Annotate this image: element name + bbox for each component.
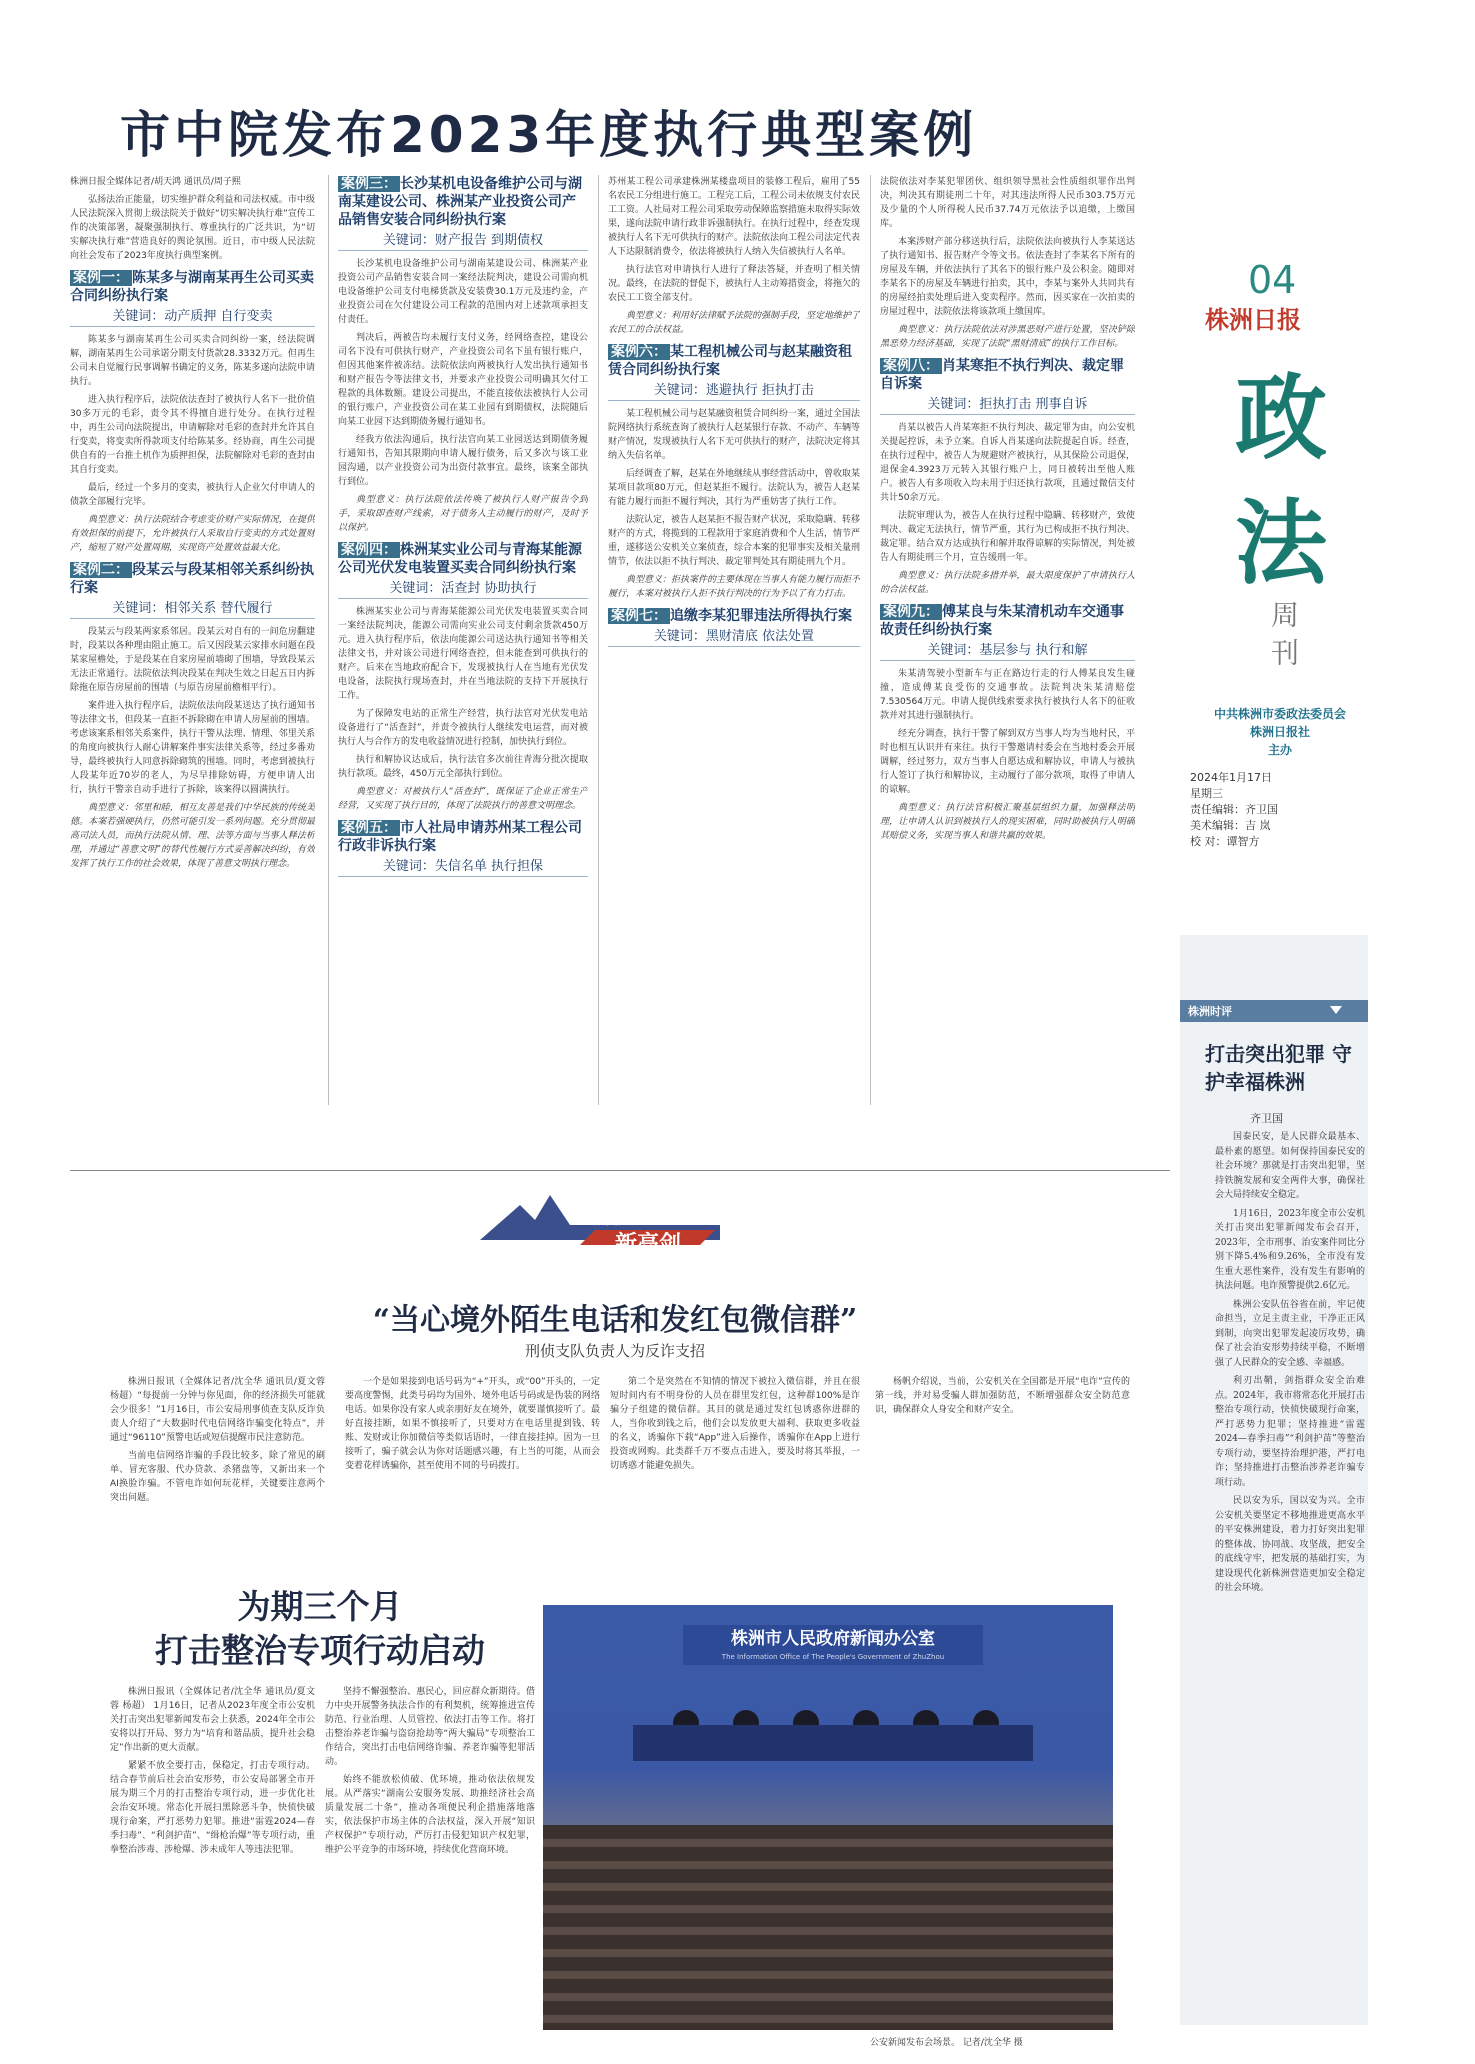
article-3-col-1 xyxy=(110,1685,315,2030)
case-comment: 典型意义：执行法院依法对涉黑恶财产进行处置，坚决铲除黑恶势力经济基础，实现了法院“黑财清底”的执行工作目标。 xyxy=(880,325,1135,349)
case-keywords: 关键词：财产报告 到期债权 xyxy=(338,232,588,251)
case-title-text: 陈某多与湖南某再生公司买卖合同纠纷执行案 xyxy=(70,270,314,304)
sponsor-block xyxy=(1190,705,1370,759)
case-title xyxy=(608,607,860,625)
case-tag: 案例八： xyxy=(880,358,942,374)
column-divider xyxy=(870,175,871,1105)
section-divider xyxy=(70,1170,1170,1171)
case-title-text: 市人社局申请苏州某工程公司行政非诉执行案 xyxy=(338,820,582,854)
case-tag: 案例二： xyxy=(70,562,132,578)
column-name-char-2: 法 xyxy=(1235,489,1328,597)
case-paragraph: 后经调查了解，赵某在外地继续从事经营活动中，曾收取某某项目款项80万元，但赵某拒不履行。法院认为，被告人赵某有能力履行而拒不履行判决，其行为严重妨害了执行工作。 xyxy=(608,469,860,507)
article-3-title-line: 为期三个月 xyxy=(237,1587,403,1626)
case-paragraph: 法院依法对李某犯罪团伙、组织领导黑社会性质组织罪作出判决，判决其有期徒刑二十年，对其违法所得人民币303.75万元及少量的个人所得税人民币37.74万元依法予以追缴，上缴国库。 xyxy=(880,177,1135,229)
case-7 xyxy=(608,607,860,647)
case-title-text: 长沙某机电设备维护公司与湖南某建设公司、株洲某产业投资公司产品销售安装合同纠纷执行案 xyxy=(338,176,582,228)
case-paragraph: 判决后，两被告均未履行支付义务，经网络查控，建设公司名下没有可供执行财产，产业投资公司名下虽有银行账户，但因其他案件被冻结。法院依法向两被执行人发出执行通知书和财产报告令等法律文书，并要求产业投资公司明确其欠付工程款的具体数额。建设公司提出，不能直接依法被执行人公司的银行账户，产业投资公司在某工业园有到期债权，法院随后向某工业园下达到期债务履行通知书。 xyxy=(338,333,588,427)
case-paragraph: 经我方依法沟通后，执行法官向某工业园送达到期债务履行通知书，告知其限期向申请人履行债务，后又多次与该工业园沟通，以产业投资公司为出资付款事宜。最终，该案全部执行到位。 xyxy=(338,435,588,487)
case-4 xyxy=(338,541,588,813)
article-2-col-1 xyxy=(110,1375,325,1565)
art-editor-credit: 美术编辑：吉 岚 xyxy=(1190,819,1271,832)
podium-table xyxy=(633,1725,1033,1761)
article-2-title: “当心境外陌生电话和发红包微信群” xyxy=(372,1303,858,1338)
case-comment: 典型意义：执行法院依法传唤了被执行人财产报告令到手，采取即查财产线索，对于债务人主动履行的财产，及时予以保护。 xyxy=(338,495,588,533)
article-paragraph: 始终不能放松侦破、优环境，推动依法依规发展。从严落实“湖南公安服务发展、助推经济社会高质量发展二十条”，推动各项便民利企措施落地落实，依法保护市场主体的合法权益，深入开展“知识产权保护”专项行动，严厉打击侵犯知识产权犯罪，维护公平竞争的市场环境，持续优化营商环境。 xyxy=(325,1775,535,1855)
case-tag: 案例六： xyxy=(608,344,670,360)
triangle-down-icon xyxy=(1330,1006,1342,1014)
case-title xyxy=(608,343,860,379)
case-5 xyxy=(338,819,588,877)
case-title-text: 追缴李某犯罪违法所得执行案 xyxy=(670,608,852,624)
sidebar-body xyxy=(1215,1130,1365,1600)
case-title-text: 某工程机械公司与赵某融资租赁合同纠纷执行案 xyxy=(608,344,852,378)
case-keywords: 关键词：动产质押 自行变卖 xyxy=(70,308,315,327)
case-paragraph: 某工程机械公司与赵某融资租赁合同纠纷一案，通过全国法院网络执行系统查询了被执行人赵某银行存款、不动产、车辆等财产情况，发现被执行人名下无可供执行的财产，法院决定将其纳入失信名单。 xyxy=(608,409,860,461)
banner-line-2: 新亮剑 xyxy=(615,1232,682,1255)
case-title-text: 株洲某实业公司与青海某能源公司光伏发电装置买卖合同纠纷执行案 xyxy=(338,542,582,576)
case-keywords: 关键词：黑财清底 依法处置 xyxy=(608,628,860,647)
sponsor-line: 主办 xyxy=(1267,743,1292,757)
case-keywords: 关键词：逃避执行 拒执打击 xyxy=(608,382,860,401)
article-3-col-2 xyxy=(325,1685,535,2030)
case-paragraph: 苏州某工程公司承建株洲某楼盘项目的装修工程后，雇用了55名农民工分组进行施工。工程完工后，工程公司未依规支付农民工工资。人社局对工程公司采取劳动保障监察措施未取得实际效果，遂向法院申请行政非诉强制执行。在执行过程中，经查发现被执行人名下无可供执行的财产。法院依法向工程公司法定代表人下达限制消费令，依法将被执行人纳入失信被执行人名单。 xyxy=(608,177,860,257)
article-paragraph: 坚持不懈强整治、惠民心，回应群众新期待。借力中央开展警务执法合作的有利契机，统筹推进宣传防范、行业治理、人员管控、依法打击等工作。将打击整治养老诈骗与盗窃抢劫等“两大骗局”专项整治工作结合，突出打击电信网络诈骗、养老诈骗等犯罪活动。 xyxy=(325,1687,535,1767)
sponsor-line: 株洲日报社 xyxy=(1249,725,1310,739)
case-title xyxy=(338,175,588,229)
article-3-title-line: 打击整治专项行动启动 xyxy=(155,1631,485,1670)
audience-rows xyxy=(543,1825,1113,2030)
article-2-subtitle: 刑侦支队负责人为反诈支招 xyxy=(524,1342,705,1360)
article-2-col-4 xyxy=(875,1375,1130,1565)
sponsor-line: 中共株洲市委政法委员会 xyxy=(1213,707,1346,721)
sidebar-paragraph: 1月16日，2023年度全市公安机关打击突出犯罪新闻发布会召开，2023年，全市刑事、治安案件同比分别下降5.4%和9.26%，全市没有发生重大恶性案件，没有发生有影响的执法问题。电诈预警提供2.6亿元。 xyxy=(1215,1208,1365,1291)
page-number: 04 xyxy=(1248,258,1297,302)
case-paragraph: 长沙某机电设备维护公司与湖南某建设公司、株洲某产业投资公司产品销售安装合同一案经法院判决，建设公司需向机电设备维护公司支付电梯货款及安装费30.1万元及违约金，产业投资公司在欠付建设公司工程款的范围内对上述款项承担支付责任。 xyxy=(338,259,588,325)
case-paragraph: 朱某清驾驶小型新车与正在路边行走的行人傅某良发生碰撞，造成傅某良受伤的交通事故。法院判决朱某清赔偿7.530564万元。申请人提供线索要求执行被执行人名下的征收款并对其进行强制执行。 xyxy=(880,669,1135,721)
case-comment: 典型意义：执行法院结合考虑变价财产实际情况，在提供有效担保的前提下，允许被执行人采取自行变卖的方式处置财产，缩短了财产处置周期，实现资产处置效益最大化。 xyxy=(70,515,315,553)
photo-sign: 株洲市人民政府新闻办公室 xyxy=(683,1625,983,1665)
case-8 xyxy=(880,357,1135,597)
photo-caption: 公安新闻发布会场景。 记者/沈全华 摄 xyxy=(870,2038,1023,2048)
article-paragraph: 株洲日报讯（全媒体记者/沈全华 通讯员/夏文蓉 杨超） 1月16日，记者从2023年度全市公安机关打击突出犯罪新闻发布会上获悉，2024年全市公安将以打开局、努力为“培育和谐品质，提升社会稳定”作出新的更大贡献。 xyxy=(110,1687,315,1753)
case-comment: 典型意义：对被执行人“活查封”，既保证了企业正常生产经营，又实现了执行目的，体现了法院执行的善意文明理念。 xyxy=(338,787,588,811)
case-keywords: 关键词：活查封 协助执行 xyxy=(338,580,588,599)
case-comment: 典型意义：邻里和睦，相互友善是我们中华民族的传统美德。本案若强硬执行，仍然可能引发一系列问题。充分贯彻最高司法人员，而执行法院从情、理、法等方面与当事人释法析理，并通过“善意文明”的替代性履行方式妥善解决纠纷，有效发挥了执行工作的社会效果，体现了善意文明执行理念。 xyxy=(70,803,315,869)
issue-weekday: 星期三 xyxy=(1190,787,1223,800)
case-paragraph: 为了保障发电站的正常生产经营，执行法官对光伏发电站设备进行了“活查封”，并责令被执行人继续发电运营，而对被执行人与合作方的发电收益情况进行控制，加快执行到位。 xyxy=(338,709,588,747)
case-paragraph: 执行和解协议达成后，执行法官多次前往青海分批次提取执行款项。最终，450万元全部执行到位。 xyxy=(338,755,588,779)
case-paragraph: 株洲某实业公司与青海某能源公司光伏发电装置买卖合同一案经法院判决，能源公司需向实业公司支付剩余货款450万元。进入执行程序后，依法向能源公司送达执行通知书等相关法律文书，并对该公司进行网络查控，但未能查到可供执行的财产。后来在当地政府配合下，发现被执行人在当地有光伏发电设备，法院执行现场查封，并在当地法院的支持下开展执行工作。 xyxy=(338,607,588,701)
banner-graphic xyxy=(480,1185,720,1255)
case-6 xyxy=(608,343,860,601)
article-paragraph: 当前电信网络诈骗的手段比较多，除了常见的刷单、冒充客服、代办贷款、杀猪盘等，又新出来一个AI换脸诈骗。不管电诈如何玩花样，关键要注意两个突出问题。 xyxy=(110,1451,325,1503)
case-title-text: 段某云与段某相邻关系纠纷执行案 xyxy=(70,562,314,596)
case-title xyxy=(70,269,315,305)
case-paragraph: 案件进入执行程序后，法院依法向段某送达了执行通知书等法律文书，但段某一直拒不拆除砌在申请人房屋前的围墙。考虑该案系相邻关系案件，执行干警从法理、情理、邻里关系的角度向被执行人耐心讲解案件事实法律关系等，经过多番劝导，最终被执行人同意拆除砌筑的围墙。同时，考虑到被执行人段某年近70岁的老人，为尽早排除妨碍，方便申请人出行，执行干警亲自动手进行了拆除，该案得以圆满执行。 xyxy=(70,701,315,795)
paper-name: 株洲日报 xyxy=(1205,305,1301,334)
article-paragraph: 杨帆介绍说，当前，公安机关在全国都是开展“电诈”宣传的第一线，并对易受骗人群加强防范，不断增强群众安全防范意识，确保群众人身安全和财产安全。 xyxy=(875,1377,1130,1415)
section-banner xyxy=(480,1185,720,1255)
case-keywords: 关键词：相邻关系 替代履行 xyxy=(70,600,315,619)
article-paragraph: 一个是如果接到电话号码为“+”开头，或“00”开头的，一定要高度警惕，此类号码均为国外、境外电话号码或是伪装的网络电话。如果你没有家人或亲朋好友在境外，就要谨慎接听了。最好直接挂断，如果不慎接听了，只要对方在电话里提到钱、转账、发财或让你加微信等类似话语时，一律直接挂掉。因为一旦接听了，骗子就会认为你对话题感兴趣，有上当的可能，从而会变着花样诱骗你，甚至使用不同的号码拨打。 xyxy=(345,1377,600,1471)
case-title xyxy=(70,561,315,597)
column-name-char-1: 政 xyxy=(1235,364,1328,472)
column-4 xyxy=(880,175,1135,1105)
case-1 xyxy=(70,269,315,555)
case-tag: 案例一： xyxy=(70,270,132,286)
case-paragraph: 段某云与段某两家系邻居。段某云对自有的一间危房翻建时，段某以各种理由阻止施工。后又因段某云家排水问题在段某家屋檐处，于是段某在自家房屋前墙砌了围墙，导致段某云无法正常通行。法院依法判决段某在判决生效之日起五日内拆除拖在原告房屋前的围墙（与原告房屋前檐相平行）。 xyxy=(70,627,315,693)
case-comment: 典型意义：拒执案件的主要体现在当事人有能力履行而拒不履行，本案对被执行人拒不执行判决的行为予以了有力打击。 xyxy=(608,575,860,599)
case-title xyxy=(338,819,588,855)
case-paragraph: 法院认定，被告人赵某拒不报告财产状况，采取隐瞒、转移财产的方式，将揽到的工程款用于家庭消费和个人生活，情节严重，遂移送公安机关立案侦查，综合本案的犯罪事实及相关量刑情节，依法以拒不执行判决、裁定罪判处其有期徒刑九个月。 xyxy=(608,515,860,567)
sidebar-author: 齐卫国 xyxy=(1250,1112,1283,1125)
case-keywords: 关键词：基层参与 执行和解 xyxy=(880,642,1135,661)
column-1 xyxy=(70,175,315,1105)
article-2-col-2 xyxy=(345,1375,600,1565)
sidebar-paragraph: 民以安为乐，国以安为兴。全市公安机关要坚定不移地推进更高水平的平安株洲建设，着力打好突出犯罪的整体战、协同战、攻坚战，把安全的底线守牢，把发展的基础打实，为建设现代化新株洲营造更加安全稳定的社会环境。 xyxy=(1215,1496,1365,1593)
case-tag: 案例五： xyxy=(338,820,400,836)
column-3 xyxy=(608,175,860,1105)
case-title-text: 傅某良与朱某清机动车交通事故责任纠纷执行案 xyxy=(880,604,1124,638)
issue-date: 2024年1月17日 xyxy=(1190,771,1272,784)
case-keywords: 关键词：失信名单 执行担保 xyxy=(338,858,588,877)
column-divider xyxy=(598,175,599,1105)
case-paragraph: 本案涉财产部分移送执行后，法院依法向被执行人李某送达了执行通知书、报告财产令等文书。依法查封了李某名下所有的房屋及车辆，并依法执行了其名下的银行账户及公积金。随即对李某名下的房屋及车辆进行拍卖，其中，李某与案外人共同共有的房屋经拍卖处理后进入变卖程序。然而，因买家在一次拍卖的房屋过程中，法院依法将该款项上缴国库。 xyxy=(880,237,1135,317)
article-3-title xyxy=(110,1585,530,1673)
case-title xyxy=(338,541,588,577)
case-title xyxy=(880,603,1135,639)
case-paragraph: 肖某以被告人肖某寒拒不执行判决、裁定罪为由，向公安机关提起控诉，未予立案。自诉人肖某遂向法院提起自诉。经查，在执行过程中，被告人为规避财产被执行，从其保险公司退保，退保金4.3923万元转入其银行账户上，同日被转出至他人账户。被告人有多项收入均未用于归还执行款项，且通过微信支付共计50余万元。 xyxy=(880,423,1135,503)
case-keywords: 关键词：拒执打击 刑事自诉 xyxy=(880,396,1135,415)
page-headline: 市中院发布2023年度执行典型案例 xyxy=(120,106,978,164)
press-conference-photo xyxy=(543,1605,1113,2030)
case-paragraph: 进入执行程序后，法院依法查封了被执行人名下一批价值30多万元的毛彩，责令其不得擅自进行处分。在执行过程中，再生公司向法院提出，申请解除对毛彩的查封并允许其自行变卖，将变卖所得款项支付给陈某多。经协商，再生公司提供自有的一台推土机作为质押担保，法院解除对毛彩的查封由其自行变卖。 xyxy=(70,395,315,475)
case-paragraph: 陈某多与湖南某再生公司买卖合同纠纷一案，经法院调解，湖南某再生公司承诺分期支付货款28.3332万元。但再生公司未自觉履行民事调解书确定的义务，陈某多遂向法院申请执行。 xyxy=(70,335,315,387)
article-paragraph: 第二个是突然在不知情的情况下被拉入微信群，并且在很短时间内有不明身份的人员在群里发红包，这种群100%是诈骗分子组建的微信群。其目的就是通过发红包诱惑你进群的人，当你收到钱之后，他们会以发放更大福利、获取更多收益的名义，诱骗你下载“App”进入后操作，诱骗你在App上进行投资或网购。此类群千万不要点击进入，要及时将其举报，一切诱惑才能避免损失。 xyxy=(610,1377,860,1471)
case-3 xyxy=(338,175,588,535)
case-9 xyxy=(880,603,1135,843)
byline: 株洲日报全媒体记者/胡天鸿 通讯员/周子熙 xyxy=(70,177,241,187)
sidebar-title: 打击突出犯罪 守护幸福株洲 xyxy=(1205,1042,1352,1094)
weekly-label: 周刊 xyxy=(1267,600,1300,676)
intro-paragraph: 弘扬法治正能量，切实维护群众利益和司法权威。市中级人民法院深入贯彻上级法院关于做好“切实解决执行难”宣传工作的决策部署，凝聚强制执行、尊重执行的广泛共识，为“切实解决执行难”营造良好的舆论氛围。近日，市中级人民法院向社会发布了2023年度执行典型案例。 xyxy=(70,195,315,261)
case-comment: 典型意义：利用好法律赋予法院的强制手段，坚定地维护了农民工的合法权益。 xyxy=(608,311,860,335)
article-paragraph: 紧紧不放全要打击，保稳定，打击专项行动。结合春节前后社会治安形势，市公安局部署全市开展为期三个月的打击整治专项行动，进一步优化社会治安环境。常态化开展扫黑除恶斗争，快侦快破现行命案，严打恶势力犯罪。推进“雷霆2024—春季扫毒”、“利剑护苗”、“缉枪治爆”等专项行动，重拳整治涉毒、涉枪爆、涉未成年人等违法犯罪。 xyxy=(110,1761,315,1855)
column-divider xyxy=(328,175,329,1105)
case-tag: 案例三： xyxy=(338,176,400,192)
case-paragraph: 最后，经过一个多月的变卖，被执行人企业欠付申请人的债款全部履行完毕。 xyxy=(70,483,315,507)
proofreader-credit: 校 对：谭智方 xyxy=(1190,835,1260,848)
case-tag: 案例四： xyxy=(338,542,400,558)
article-2-col-3 xyxy=(610,1375,860,1565)
case-tag: 案例九： xyxy=(880,604,942,620)
case-2 xyxy=(70,561,315,871)
banner-line-1: 新侦途 xyxy=(590,1204,657,1229)
case-comment: 典型意义：执行法院多措并举，最大限度保护了申请执行人的合法权益。 xyxy=(880,571,1135,595)
sidebar-column-label: 株洲时评 xyxy=(1188,1005,1232,1018)
case-paragraph: 法院审理认为，被告人在执行过程中隐瞒、转移财产，致使判决、裁定无法执行，情节严重，其行为已构成拒不执行判决、裁定罪。结合双方达成执行和解并取得谅解的实际情况，判处被告人有期徒刑三个月，宣告缓刑一年。 xyxy=(880,511,1135,563)
article-paragraph: 株洲日报讯（全媒体记者/沈全华 通讯员/夏文蓉 杨超）“每提前一分钟与你见面，你的经济损失可能就会少很多！”1月16日，市公安局刑事侦查支队反诈负责人介绍了“大数据时代电信网络诈骗变化特点”，并通过“96110”预警电话或短信提醒市民注意防范。 xyxy=(110,1377,325,1443)
case-tag: 案例七： xyxy=(608,608,670,624)
case-paragraph: 执行法官对申请执行人进行了释法答疑，并查明了相关情况。最终，在法院的督促下，被执行人主动筹措资金，将拖欠的农民工工资全部支付。 xyxy=(608,265,860,303)
sidebar-paragraph: 利刃出鞘，剑指群众安全治难点。2024年，我市将常态化开展打击整治专项行动，快侦快破现行命案，严打恶势力犯罪；坚持推进“雷霆2024—春季扫毒”“利剑护苗”等整治专项行动，要坚持治理护港，严打电诈；坚持推进打击整治涉养老诈骗专项行动。 xyxy=(1215,1376,1365,1488)
column-2 xyxy=(338,175,588,1105)
editor-credit: 责任编辑：齐卫国 xyxy=(1190,803,1278,816)
photo-sign-english: The Information Office of The People's Government of ZhuZhou xyxy=(721,1653,945,1661)
case-title xyxy=(880,357,1135,393)
edition-info xyxy=(1190,770,1370,850)
case-paragraph: 经充分调查，执行干警了解到双方当事人均为当地村民，平时也相互认识并有来往。执行干警邀请村委会在当地村委会开展调解，经过努力，双方当事人自愿达成和解协议，申请人与被执行人签订了执行和解协议，主动履行了部分款项，取得了申请人的谅解。 xyxy=(880,729,1135,795)
sidebar-paragraph: 国泰民安，是人民群众最基本、最朴素的愿望。如何保持国泰民安的社会环境？那就是打击突出犯罪，坚持铁腕发展和安全两件大事，确保社会大局持续安全稳定。 xyxy=(1215,1132,1365,1200)
case-title-text: 肖某寒拒不执行判决、裁定罪自诉案 xyxy=(880,358,1124,392)
sidebar-paragraph: 株洲公安队伍谷省在前，牢记使命担当，立足主责主业，干净正正风到制，向突出犯罪发起凌厉攻势，确保了社会治安形势持续平稳，不断增强了人民群众的安全感、幸福感。 xyxy=(1215,1299,1365,1368)
case-comment: 典型意义：执行法官积极汇聚基层组织力量，加强释法明理，让申请人认识到被执行人的现实困难，同时助被执行人明确其赔偿义务，实现当事人和谐共赢的效果。 xyxy=(880,803,1135,841)
